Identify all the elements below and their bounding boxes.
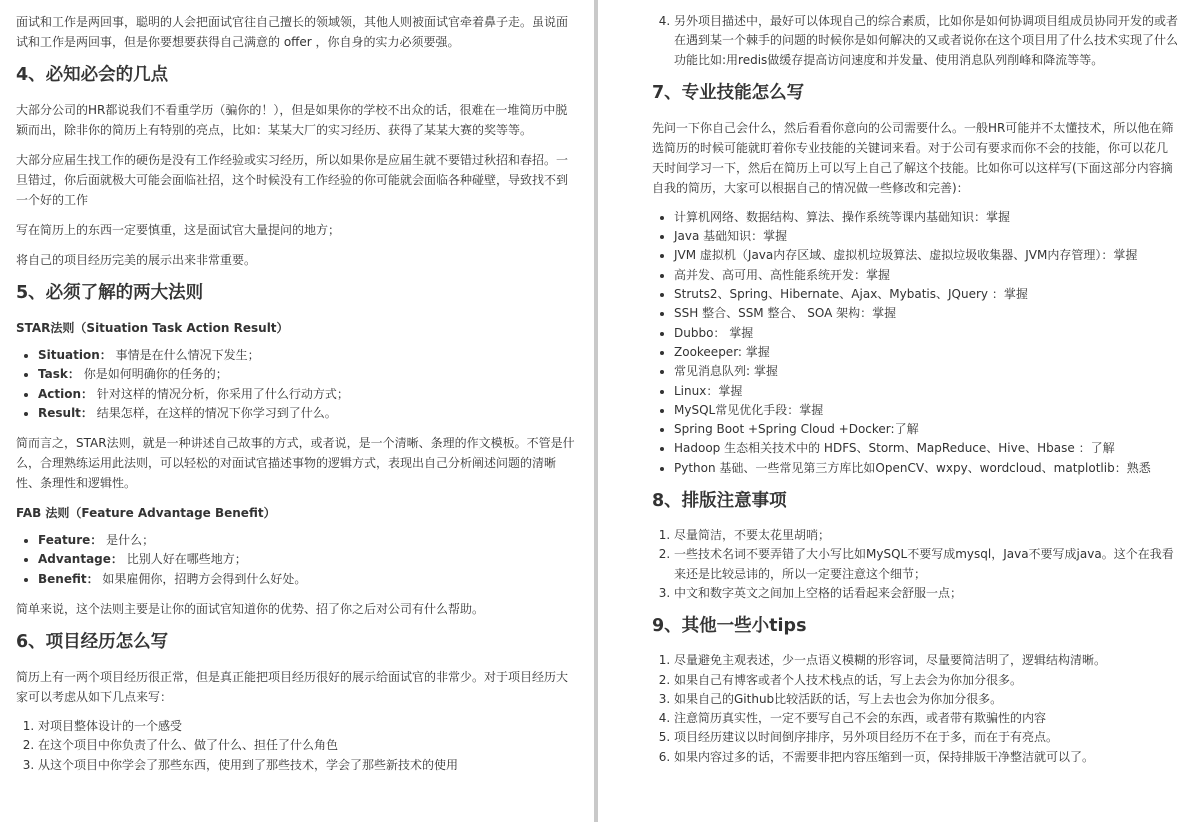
section-8-heading: 8、排版注意事项 xyxy=(652,491,787,512)
list-item: • SSH 整合、SSM 整合、 SOA 架构：掌握 xyxy=(674,304,1178,323)
list-item: 2. 一些技术名词不要弄错了大小写比如MySQL不要写成mysql，Java不要写成java。这个在我看来还是比较忌讳的，所以一定要注意这个细节； xyxy=(674,545,1178,584)
list-item: 1. 尽量简洁，不要太花里胡哨； xyxy=(674,526,1178,545)
list-item-term: Feature： xyxy=(38,533,103,548)
list-item: • MySQL常见优化手段：掌握 xyxy=(674,401,1178,420)
layout-notes-list xyxy=(652,526,1178,603)
list-item xyxy=(38,346,578,365)
list-item xyxy=(38,385,578,404)
fab-rule-list xyxy=(16,531,578,589)
list-item: • Linux：掌握 xyxy=(674,382,1178,401)
list-item-desc: 针对这样的情况分析，你采用了什么行动方式； xyxy=(93,386,349,401)
list-item: • Struts2、Spring、Hibernate、Ajax、Mybatis、JQuery ：掌握 xyxy=(674,285,1178,304)
list-item xyxy=(38,570,578,589)
left-page xyxy=(0,0,596,822)
list-item: • Python 基础、一些常见第三方库比如OpenCV、wxpy、wordcloud、matplotlib：熟悉 xyxy=(674,459,1178,478)
list-item: • JVM 虚拟机（Java内存区域、虚拟机垃圾算法、虚拟垃圾收集器、JVM内存管理）：掌握 xyxy=(674,246,1178,265)
skills-list xyxy=(652,208,1178,478)
list-item: 5. 项目经历建议以时间倒序排序，另外项目经历不在于多，而在于有亮点。 xyxy=(674,728,1178,747)
list-item-term: Benefit： xyxy=(38,571,99,586)
star-rule-summary: 简而言之，STAR法则，就是一种讲述自己故事的方式，或者说，是一个清晰、条理的作文模板。不管是什么，合理熟练运用此法则，可以轻松的对面试官描述事物的逻辑方式，表现出自己分析阐述问题的清晰性、条理性和逻辑性。 xyxy=(16,436,575,491)
list-item: 3. 中文和数字英文之间加上空格的话看起来会舒服一点； xyxy=(674,584,1178,603)
list-item: 2. 在这个项目中你负责了什么、做了什么、担任了什么角色 xyxy=(38,736,578,755)
right-page xyxy=(598,0,1196,822)
section-7-paragraph: 先问一下你自己会什么，然后看看你意向的公司需要什么。一般HR可能并不太懂技术，所以他在筛选简历的时候可能就盯着你专业技能的关键词来看。对于公司有要求而你不会的技能，你可以花几天时间学习一下，然后在简历上可以写上自己了解这个技能。比如你可以这样写(下面这部分内容摘自我的简历，大家可以根据自己的情况做一些修改和完善)： xyxy=(652,120,1174,195)
list-item: 1. 对项目整体设计的一个感受 xyxy=(38,717,578,736)
list-item: 4. 另外项目描述中，最好可以体现自己的综合素质，比如你是如何协调项目组成员协同开发的或者在遇到某一个棘手的问题的时候你是如何解决的又或者说你在这个项目用了什么技术实现了什么功能比如:用redis做缓存提高访问速度和并发量、使用消息队列削峰和降流等等。 xyxy=(674,12,1178,70)
list-item-desc: 事情是在什么情况下发生； xyxy=(111,348,260,362)
list-item-term: Advantage： xyxy=(38,552,123,567)
list-item xyxy=(38,365,578,384)
list-item-desc: 是什么； xyxy=(102,533,155,548)
list-item xyxy=(38,404,578,423)
tips-list xyxy=(652,651,1178,767)
project-points-list-continued xyxy=(652,12,1178,70)
list-item: • 计算机网络、数据结构、算法、操作系统等课内基础知识：掌握 xyxy=(674,208,1178,227)
list-item-desc: 比别人好在哪些地方； xyxy=(122,552,247,567)
list-item: 2. 如果自己有博客或者个人技术栈点的话，写上去会为你加分很多。 xyxy=(674,671,1178,690)
intro-paragraph: 面试和工作是两回事，聪明的人会把面试官往自己擅长的领域领，其他人则被面试官牵着鼻子走。虽说面试和工作是两回事，但是你要想要获得自己满意的 offer ，你自身的实力必须要强。 xyxy=(16,15,569,49)
list-item: • 常见消息队列: 掌握 xyxy=(674,362,1178,381)
list-item-term: Result： xyxy=(38,405,93,420)
list-item-desc: 如果雇佣你，招聘方会得到什么好处。 xyxy=(98,571,307,586)
star-rule-title: STAR法则（Situation Task Action Result） xyxy=(16,321,289,335)
project-points-list xyxy=(16,717,578,775)
list-item xyxy=(38,531,578,550)
list-item: • Zookeeper: 掌握 xyxy=(674,343,1178,362)
list-item: • Java 基础知识：掌握 xyxy=(674,227,1178,246)
list-item-term: Task： xyxy=(38,367,80,382)
list-item: 1. 尽量避免主观表述，少一点语义模糊的形容词，尽量要简洁明了，逻辑结构清晰。 xyxy=(674,651,1178,670)
section-4-paragraph-4: 将自己的项目经历完美的展示出来非常重要。 xyxy=(16,253,257,267)
fab-rule-title: FAB 法则（Feature Advantage Benefit） xyxy=(16,506,276,521)
section-5-heading: 5、必须了解的两大法则 xyxy=(16,283,204,303)
list-item-desc: 结果怎样，在这样的情况下你学习到了什么。 xyxy=(92,405,337,420)
list-item: • Hadoop 生态相关技术中的 HDFS、Storm、MapReduce、Hive、Hbase ：了解 xyxy=(674,439,1178,458)
section-4-paragraph-3: 写在简历上的东西一定要慎重，这是面试官大量提问的地方； xyxy=(16,223,341,237)
list-item: • 高并发、高可用、高性能系统开发：掌握 xyxy=(674,266,1178,285)
section-6-heading: 6、项目经历怎么写 xyxy=(16,632,169,653)
list-item-term: Action： xyxy=(38,386,94,401)
list-item: 6. 如果内容过多的话，不需要非把内容压缩到一页，保持排版干净整洁就可以了。 xyxy=(674,748,1178,767)
section-4-heading: 4、必知必会的几点 xyxy=(16,65,169,85)
list-item-desc: 你是如何明确你的任务的； xyxy=(79,367,228,382)
section-9-heading: 9、其他一些小tips xyxy=(652,616,807,637)
list-item: • Dubbo： 掌握 xyxy=(674,324,1178,343)
star-rule-list xyxy=(16,346,578,423)
fab-rule-summary: 简单来说，这个法则主要是让你的面试官知道你的优势、招了你之后对公司有什么帮助。 xyxy=(16,602,485,617)
list-item: 4. 注意简历真实性，一定不要写自己不会的东西，或者带有欺骗性的内容 xyxy=(674,709,1178,728)
list-item: 3. 如果自己的Github比较活跃的话，写上去也会为你加分很多。 xyxy=(674,690,1178,709)
section-7-heading: 7、专业技能怎么写 xyxy=(652,82,805,103)
section-4-paragraph-2: 大部分应届生找工作的硬伤是没有工作经验或实习经历，所以如果你是应届生就不要错过秋招和春招。一旦错过，你后面就极大可能会面临社招，这个时候没有工作经验的你可能就会面临各种碰壁，导致找不到一个好的工作 xyxy=(16,153,569,207)
section-4-paragraph-1: 大部分公司的HR都说我们不看重学历（骗你的！），但是如果你的学校不出众的话，很难在一堆简历中脱颖而出，除非你的简历上有特别的亮点，比如：某某大厂的实习经历、获得了某某大赛的奖等等。 xyxy=(16,103,568,137)
list-item: • Spring Boot +Spring Cloud +Docker:了解 xyxy=(674,420,1178,439)
list-item-term: Situation： xyxy=(38,348,112,362)
list-item: 3. 从这个项目中你学会了那些东西，使用到了那些技术，学会了那些新技术的使用 xyxy=(38,756,578,775)
list-item xyxy=(38,550,578,569)
section-6-paragraph: 简历上有一两个项目经历很正常，但是真正能把项目经历很好的展示给面试官的非常少。对于项目经历大家可以考虑从如下几点来写： xyxy=(16,670,569,705)
